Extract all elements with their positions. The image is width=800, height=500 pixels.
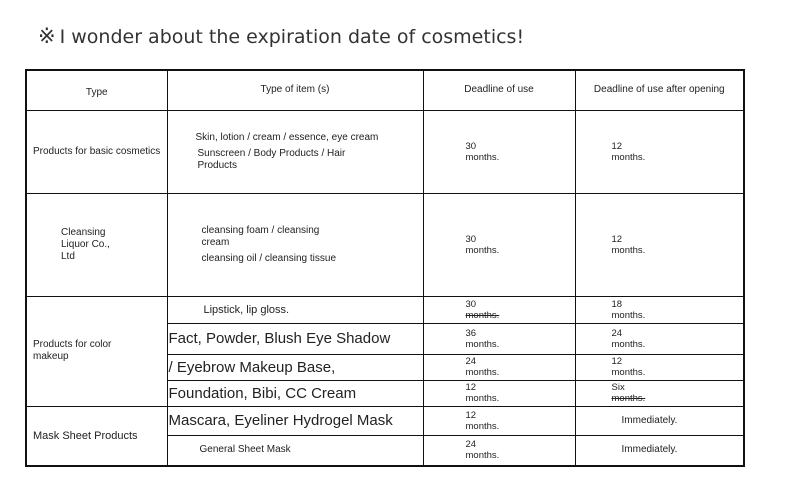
after-color-3: 12 months. — [575, 354, 744, 380]
deadline-mask-1: 12 months. — [423, 406, 575, 435]
header-after-opening: Deadline of use after opening — [575, 70, 744, 110]
table-row-cleansing — [26, 193, 744, 296]
deadline-color-2: 36 months. — [423, 323, 575, 354]
header-items: Type of item (s) — [167, 70, 423, 110]
table-row-color-1 — [26, 296, 744, 323]
after-basic: 12 months. — [575, 110, 744, 193]
expiration-table — [25, 69, 745, 467]
items-color-1: Lipstick, lip gloss. — [167, 296, 423, 323]
deadline-basic: 30 months. — [423, 110, 575, 193]
after-cleansing: 12 months. — [575, 193, 744, 296]
type-cleansing: Cleansing Liquor Co., Ltd — [26, 193, 167, 296]
table-row-mask-1 — [26, 406, 744, 435]
page-title — [38, 24, 524, 48]
page-title-text: I wonder about the expiration date of cosmetics! — [59, 26, 525, 48]
items-mask-1: Mascara, Eyeliner Hydrogel Mask — [167, 406, 423, 435]
header-row — [26, 70, 744, 110]
deadline-color-1: 30 months. — [423, 296, 575, 323]
header-type: Type — [26, 70, 167, 110]
after-color-4: Six months. — [575, 380, 744, 406]
after-mask-2: Immediately. — [575, 435, 744, 466]
deadline-color-4: 12 months. — [423, 380, 575, 406]
after-color-2: 24 months. — [575, 323, 744, 354]
items-mask-2: General Sheet Mask — [167, 435, 423, 466]
items-basic-line3: Products — [197, 159, 237, 171]
type-color: Products for color makeup — [26, 296, 167, 406]
type-mask: Mask Sheet Products — [26, 406, 167, 466]
items-basic-line1: Skin, lotion / cream / essence, eye cream — [195, 131, 379, 143]
items-color-3: / Eyebrow Makeup Base, — [167, 354, 423, 380]
after-mask-1: Immediately. — [575, 406, 744, 435]
items-cleansing: cleansing foam / cleansing cream cleansing oil / cleansing tissue — [167, 193, 423, 296]
deadline-cleansing: 30 months. — [423, 193, 575, 296]
table-row-basic — [26, 110, 744, 193]
reference-mark-icon: ※ — [38, 24, 56, 48]
deadline-color-3: 24 months. — [423, 354, 575, 380]
items-basic — [167, 110, 423, 193]
type-basic: Products for basic cosmetics — [26, 110, 167, 193]
after-color-1: 18 months. — [575, 296, 744, 323]
header-deadline: Deadline of use — [423, 70, 575, 110]
items-basic-line2: Sunscreen / Body Products / Hair — [197, 147, 346, 159]
deadline-mask-2: 24 months. — [423, 435, 575, 466]
items-color-4: Foundation, Bibi, CC Cream — [167, 380, 423, 406]
items-color-2: Fact, Powder, Blush Eye Shadow — [167, 323, 423, 354]
